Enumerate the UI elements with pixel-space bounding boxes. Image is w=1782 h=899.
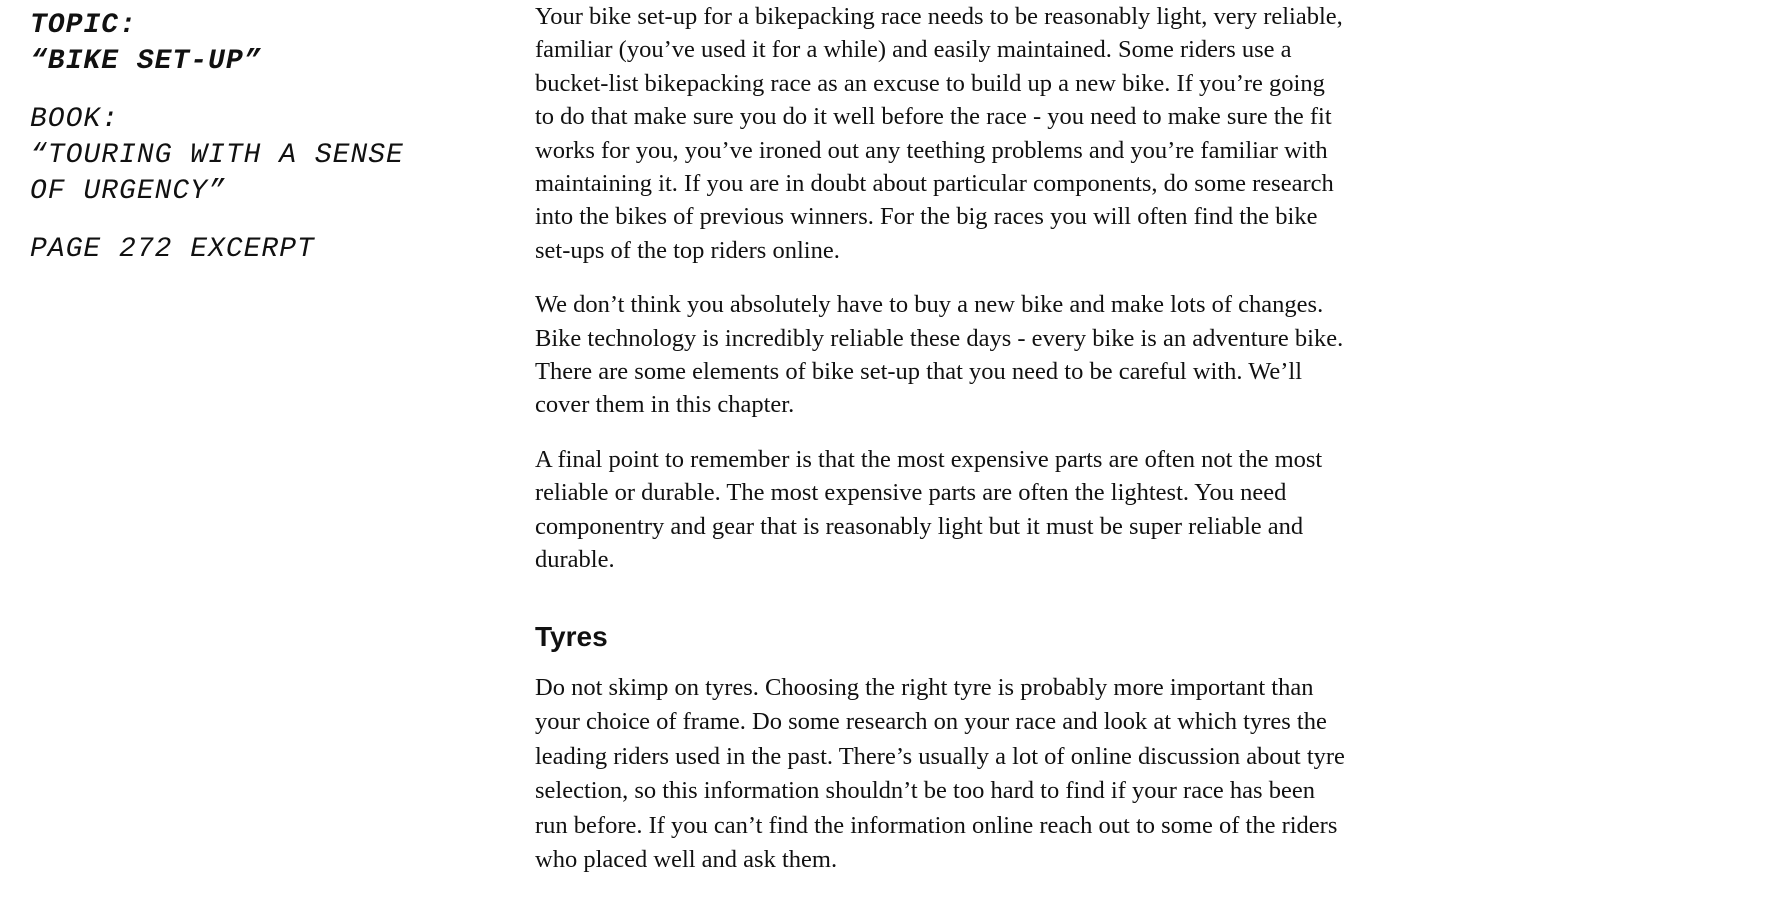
paragraph: A final point to remember is that the most expensive parts are often not the most reliable or durable. The most expensive parts are often the lightest. You need componentry and gear that is reasonably light but it must be super reliable and durable. — [535, 445, 1323, 574]
excerpt-metadata-panel — [30, 8, 470, 268]
book-title-line-2: OF URGENCY” — [30, 176, 226, 207]
topic-block — [30, 8, 470, 80]
page-reference: PAGE 272 EXCERPT — [30, 234, 315, 265]
book-block — [30, 102, 470, 210]
paragraph: Your bike set-up for a bikepacking race needs to be reasonably light, very reliable, familiar (you’ve used it for a while) and easily maintained. Some riders use a bucket-list bikepacking race as an excuse to build up a new bike. If you’re going to do that make sure you do it well before the race - you need to make sure the fit works for you, you’ve ironed out any teething problems and you’re familiar with maintaining it. If you are in doubt about particular components, do some research into the bikes of previous winners. For the big races you will often find the bike set-ups of the top riders online. — [535, 3, 1343, 264]
book-label: BOOK: — [30, 104, 120, 135]
section-paragraph: Do not skimp on tyres. Choosing the right tyre is probably more important than your choice of frame. Do some research on your race and look at which tyres the leading riders used in the past. There’s usually a lot of online discussion about tyre selection, so this information shouldn’t be too hard to find if your race has been run before. If you can’t find the information online reach out to some of the riders who placed well and ask them. — [535, 673, 1345, 874]
topic-label: TOPIC: — [30, 10, 137, 41]
paragraph: We don’t think you absolutely have to buy a new bike and make lots of changes. Bike technology is incredibly reliable these days - every bike is an adventure bike. There are some elements of bike set-up that you need to be careful with. We’ll cover them in this chapter. — [535, 291, 1344, 419]
section-heading: Tyres — [535, 620, 608, 652]
article-body — [535, 0, 1350, 899]
topic-value: “BIKE SET-UP” — [30, 46, 262, 77]
book-title-line-1: “TOURING WITH A SENSE — [30, 140, 404, 171]
